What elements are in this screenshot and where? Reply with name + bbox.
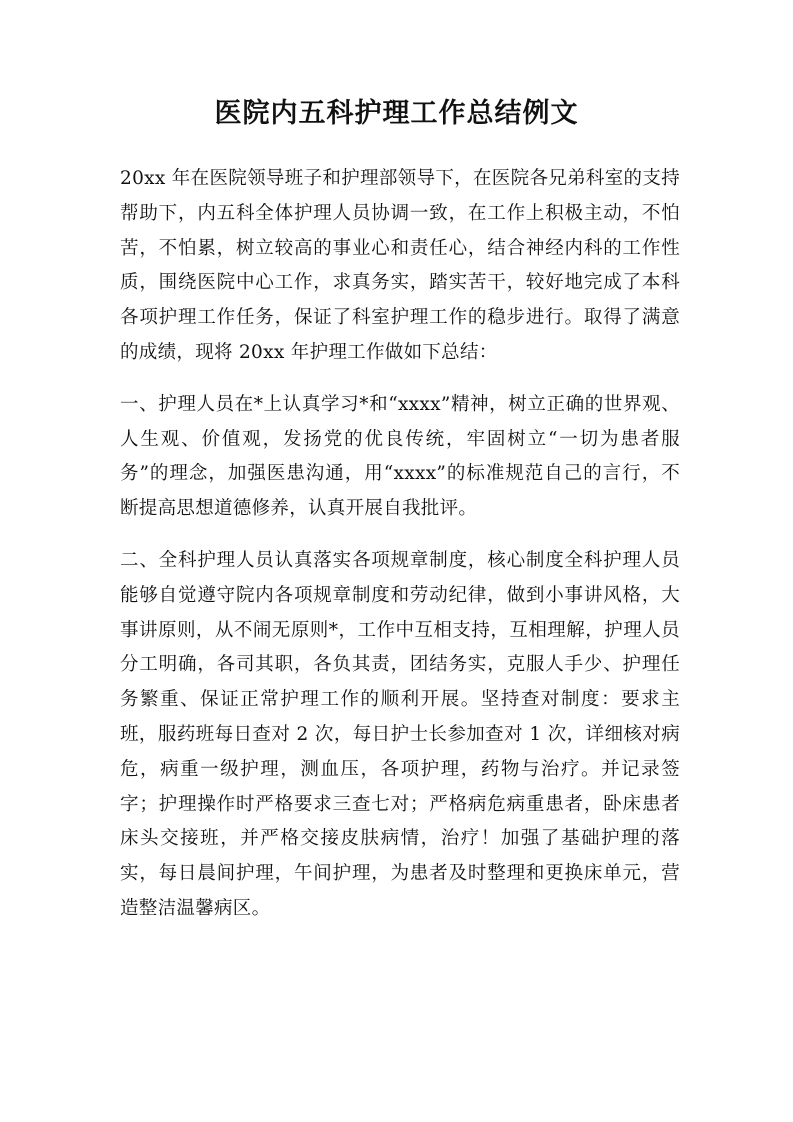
paragraph-intro: 20xx 年在医院领导班子和护理部领导下，在医院各兄弟科室的支持帮助下，内五科全体护理人员协调一致，在工作上积极主动，不怕苦，不怕累，树立较高的事业心和责任心，结合神经内科的工作性质，围绕医院中心工作，求真务实，踏实苦干，较好地完成了本科各项护理工作任务，保证了科室护理工作的稳步进行。取得了满意的成绩，现将 20xx 年护理工作做如下总结：: [120, 168, 680, 363]
document-title: 医院内五科护理工作总结例文: [214, 98, 579, 129]
paragraph-section-2: 二、全科护理人员认真落实各项规章制度，核心制度全科护理人员能够自觉遵守院内各项规章制度和劳动纪律，做到小事讲风格，大事讲原则，从不闹无原则*，工作中互相支持，互相理解，护理人员分工明确，各司其职，各负其责，团结务实，克服人手少、护理任务繁重、保证正常护理工作的顺利开展。坚持查对制度：要求主班，服药班每日查对 2 次，每日护士长参加查对 1 次，详细核对病危，病重一级护理，测血压，各项护理，药物与治疗。并记录签字；护理操作时严格要求三查七对；严格病危病重患者，卧床患者床头交接班，并严格交接皮肤病情，治疗！加强了基础护理的落实，每日晨间护理，午间护理，为患者及时整理和更换床单元，营造整洁温馨病区。: [120, 549, 680, 919]
document-body: [120, 162, 680, 927]
paragraph-section-1: 一、护理人员在*上认真学习*和“xxxx”精神，树立正确的世界观、人生观、价值观，发扬党的优良传统，牢固树立“一切为患者服务”的理念，加强医患沟通，用“xxxx”的标准规范自己的言行，不断提高思想道德修养，认真开展自我批评。: [120, 393, 680, 520]
